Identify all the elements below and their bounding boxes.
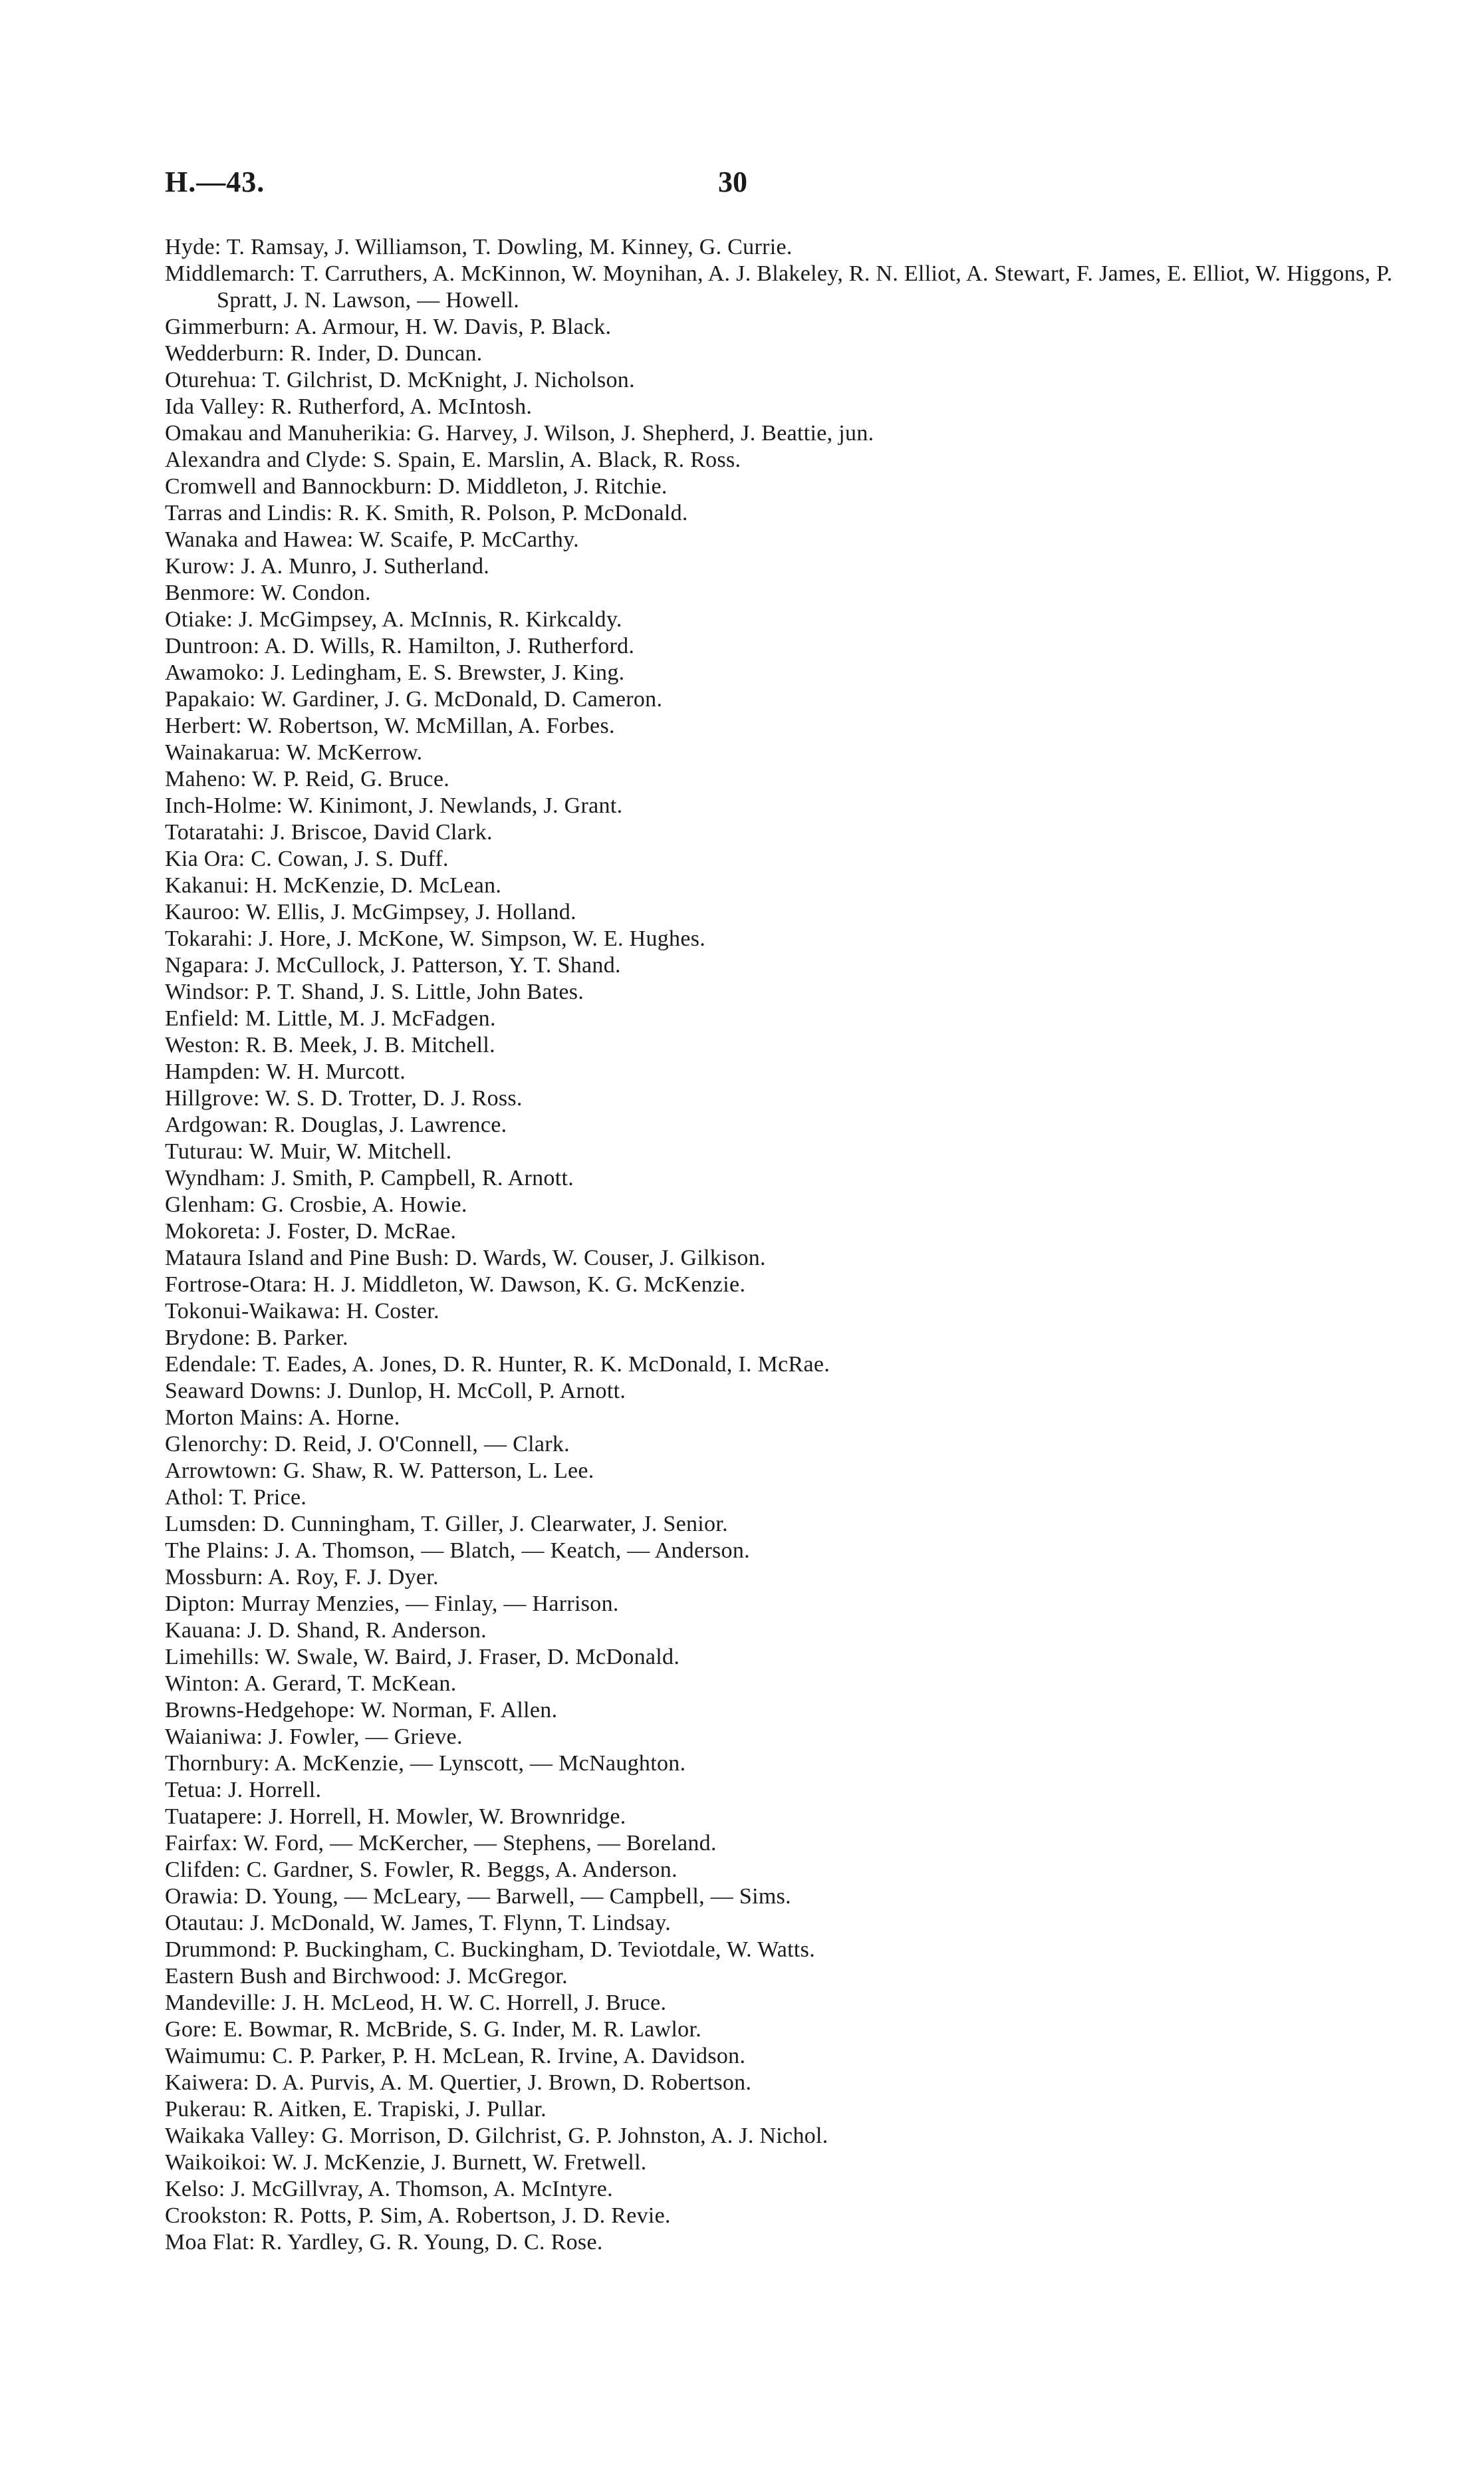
place-name: Moa Flat : xyxy=(165,2230,261,2255)
member-names: W. S. D. Trotter, D. J. Ross. xyxy=(265,1086,523,1111)
member-names: J. Briscoe, David Clark. xyxy=(270,820,493,845)
place-name: Oturehua : xyxy=(165,368,263,392)
member-names: M. Little, M. J. McFadgen. xyxy=(245,1006,496,1031)
place-name: Totaratahi : xyxy=(165,820,271,845)
list-item xyxy=(165,261,1408,314)
list-item xyxy=(165,793,1408,819)
member-names: Murray Menzies, — Finlay, — Harrison. xyxy=(241,1591,619,1616)
place-name: Waianiwa : xyxy=(165,1724,269,1749)
member-names: J. A. Thomson, — Blatch, — Keatch, — Anderson. xyxy=(275,1538,750,1563)
list-item xyxy=(165,1006,1408,1032)
list-item xyxy=(165,1085,1408,1112)
list-item xyxy=(165,1697,1408,1724)
place-name: Ardgowan : xyxy=(165,1113,274,1137)
place-name: Papakaio : xyxy=(165,687,261,712)
list-item xyxy=(165,2096,1408,2123)
place-name: Morton Mains : xyxy=(165,1405,309,1430)
list-item xyxy=(165,979,1408,1006)
list-item xyxy=(165,2203,1408,2229)
list-item xyxy=(165,1059,1408,1085)
list-item xyxy=(165,1750,1408,1777)
place-name: Clifden : xyxy=(165,1858,247,1882)
place-name: Waikaka Valley : xyxy=(165,2124,322,2148)
list-item xyxy=(165,1990,1408,2016)
list-item xyxy=(165,1032,1408,1059)
list-item xyxy=(165,234,1408,261)
list-item xyxy=(165,2016,1408,2043)
list-item xyxy=(165,2070,1408,2096)
place-name: The Plains : xyxy=(165,1538,275,1563)
list-item xyxy=(165,1192,1408,1218)
place-name: Lumsden : xyxy=(165,1512,263,1536)
place-name: Weston : xyxy=(165,1033,245,1057)
list-item xyxy=(165,819,1408,846)
place-name: Tuatapere : xyxy=(165,1804,269,1829)
member-names: H. Coster. xyxy=(346,1299,439,1323)
member-names: A. McKenzie, — Lynscott, — McNaughton. xyxy=(274,1751,686,1776)
place-name: Edendale : xyxy=(165,1352,263,1377)
member-names: W. J. McKenzie, J. Burnett, W. Fretwell. xyxy=(272,2150,647,2175)
place-name: Inch-Holme : xyxy=(165,793,288,818)
member-names: T. Price. xyxy=(229,1485,307,1510)
list-item xyxy=(165,1351,1408,1378)
list-item xyxy=(165,766,1408,793)
place-name: Kakanui : xyxy=(165,873,255,898)
place-name: Herbert : xyxy=(165,714,247,738)
place-name: Otautau : xyxy=(165,1911,250,1935)
place-name: Fairfax : xyxy=(165,1831,243,1856)
place-name: Kelso : xyxy=(165,2177,231,2201)
list-item xyxy=(165,1671,1408,1697)
place-name: Cromwell and Bannockburn : xyxy=(165,474,438,499)
member-names: J. McGregor. xyxy=(446,1964,568,1989)
member-names: J. Horrell, H. Mowler, W. Brownridge. xyxy=(268,1804,626,1829)
member-names: R. Inder, D. Duncan. xyxy=(290,341,483,366)
place-name: Mokoreta : xyxy=(165,1219,267,1244)
list-item xyxy=(165,1272,1408,1298)
member-names: G. Crosbie, A. Howie. xyxy=(261,1192,467,1217)
place-name: Duntroon : xyxy=(165,634,264,658)
place-name: Hyde : xyxy=(165,235,227,259)
member-names: H. J. Middleton, W. Dawson, K. G. McKenzie. xyxy=(312,1272,746,1297)
member-names: W. Scaife, P. McCarthy. xyxy=(358,527,579,552)
member-names: G. Morrison, D. Gilchrist, G. P. Johnston, A. J. Nichol. xyxy=(321,2124,828,2148)
place-name: Kauroo : xyxy=(165,900,246,924)
member-names: W. Ford, — McKercher, — Stephens, — Boreland. xyxy=(243,1831,717,1856)
member-names: J. McCullock, J. Patterson, Y. T. Shand. xyxy=(255,953,621,978)
committee-list xyxy=(165,234,1408,2256)
list-item xyxy=(165,420,1408,447)
list-item xyxy=(165,1139,1408,1165)
list-item xyxy=(165,394,1408,420)
member-names: D. Middleton, J. Ritchie. xyxy=(438,474,668,499)
member-names: T. Ramsay, J. Williamson, T. Dowling, M. Kinney, G. Currie. xyxy=(226,235,793,259)
place-name: Drummond : xyxy=(165,1937,283,1962)
member-names: T. Eades, A. Jones, D. R. Hunter, R. K. McDonald, I. McRae. xyxy=(262,1352,830,1377)
list-item xyxy=(165,740,1408,766)
list-item xyxy=(165,1245,1408,1272)
list-item xyxy=(165,926,1408,952)
member-names: T. Gilchrist, D. McKnight, J. Nicholson. xyxy=(262,368,635,392)
list-item xyxy=(165,1830,1408,1857)
place-name: Kaiwera : xyxy=(165,2070,255,2095)
place-name: Wyndham : xyxy=(165,1166,271,1190)
place-name: Thornbury : xyxy=(165,1751,275,1776)
list-item xyxy=(165,1963,1408,1990)
member-names: A. D. Wills, R. Hamilton, J. Rutherford. xyxy=(264,634,635,658)
list-item xyxy=(165,899,1408,926)
list-item xyxy=(165,1883,1408,1910)
list-item xyxy=(165,1511,1408,1538)
member-names: W. Swale, W. Baird, J. Fraser, D. McDonald. xyxy=(265,1645,680,1669)
list-item xyxy=(165,660,1408,686)
member-names: J. D. Shand, R. Anderson. xyxy=(247,1618,487,1643)
list-item xyxy=(165,1617,1408,1644)
list-item xyxy=(165,580,1408,607)
list-item xyxy=(165,713,1408,740)
place-name: Otiake : xyxy=(165,607,239,632)
member-names: D. Young, — McLeary, — Barwell, — Campbell, — Sims. xyxy=(245,1884,791,1909)
place-name: Middlemarch : xyxy=(165,261,301,286)
list-item xyxy=(165,873,1408,899)
member-names: R. Aitken, E. Trapiski, J. Pullar. xyxy=(253,2097,547,2122)
place-name: Alexandra and Clyde : xyxy=(165,448,373,472)
member-names: G. Harvey, J. Wilson, J. Shepherd, J. Beattie, jun. xyxy=(418,421,874,446)
member-names: D. Wards, W. Couser, J. Gilkison. xyxy=(455,1246,766,1270)
list-item xyxy=(165,1937,1408,1963)
member-names: R. Potts, P. Sim, A. Robertson, J. D. Revie. xyxy=(273,2203,671,2228)
member-names: A. Horne. xyxy=(308,1405,400,1430)
place-name: Eastern Bush and Birchwood : xyxy=(165,1964,447,1989)
member-names: J. Foster, D. McRae. xyxy=(267,1219,457,1244)
place-name: Arrowtown : xyxy=(165,1458,283,1483)
member-names: C. P. Parker, P. H. McLean, R. Irvine, A. Davidson. xyxy=(272,2044,746,2068)
list-item xyxy=(165,1484,1408,1511)
member-names: J. Ledingham, E. S. Brewster, J. King. xyxy=(271,660,625,685)
list-item xyxy=(165,1405,1408,1431)
member-names: R. Yardley, G. R. Young, D. C. Rose. xyxy=(261,2230,603,2255)
place-name: Mossburn : xyxy=(165,1565,268,1589)
place-name: Wainakarua : xyxy=(165,740,286,765)
place-name: Enfield : xyxy=(165,1006,245,1031)
place-name: Glenorchy : xyxy=(165,1432,275,1456)
place-name: Orawia : xyxy=(165,1884,245,1909)
member-names: W. Norman, F. Allen. xyxy=(360,1698,558,1723)
place-name: Crookston : xyxy=(165,2203,273,2228)
place-name: Dipton : xyxy=(165,1591,241,1616)
place-name: Mataura Island and Pine Bush : xyxy=(165,1246,455,1270)
list-item xyxy=(165,1724,1408,1750)
list-item xyxy=(165,607,1408,633)
member-names: W. Muir, W. Mitchell. xyxy=(249,1139,452,1164)
list-item xyxy=(165,1378,1408,1405)
list-item xyxy=(165,1218,1408,1245)
place-name: Browns-Hedgehope : xyxy=(165,1698,361,1723)
list-item xyxy=(165,553,1408,580)
member-names: R. B. Meek, J. B. Mitchell. xyxy=(245,1033,495,1057)
member-names: J. Smith, P. Campbell, R. Arnott. xyxy=(271,1166,574,1190)
place-name: Kia Ora : xyxy=(165,847,251,871)
place-name: Maheno : xyxy=(165,767,252,791)
place-name: Ngapara : xyxy=(165,953,255,978)
list-item xyxy=(165,1431,1408,1458)
list-item xyxy=(165,341,1408,367)
list-item xyxy=(165,1298,1408,1325)
member-names: J. McDonald, W. James, T. Flynn, T. Lindsay. xyxy=(250,1911,672,1935)
member-names: J. Dunlop, H. McColl, P. Arnott. xyxy=(327,1379,626,1403)
list-item xyxy=(165,447,1408,474)
member-names: R. Rutherford, A. McIntosh. xyxy=(271,394,533,419)
member-names: R. Douglas, J. Lawrence. xyxy=(274,1113,507,1137)
place-name: Athol : xyxy=(165,1485,229,1510)
member-names: P. T. Shand, J. S. Little, John Bates. xyxy=(255,980,584,1004)
place-name: Waimumu : xyxy=(165,2044,272,2068)
member-names: C. Gardner, S. Fowler, R. Beggs, A. Anderson. xyxy=(246,1858,678,1882)
place-name: Wedderburn : xyxy=(165,341,291,366)
member-names: J. McGimpsey, A. McInnis, R. Kirkcaldy. xyxy=(238,607,622,632)
member-names: W. McKerrow. xyxy=(286,740,423,765)
page-number: 30 xyxy=(718,166,747,198)
member-names: P. Buckingham, C. Buckingham, D. Teviotdale, W. Watts. xyxy=(283,1937,816,1962)
place-name: Hillgrove : xyxy=(165,1086,265,1111)
place-name: Seaward Downs : xyxy=(165,1379,327,1403)
list-item xyxy=(165,1910,1408,1937)
list-item xyxy=(165,686,1408,713)
list-item xyxy=(165,314,1408,341)
place-name: Kurow : xyxy=(165,554,241,579)
place-name: Fortrose-Otara : xyxy=(165,1272,313,1297)
place-name: Tetua : xyxy=(165,1778,228,1802)
member-names: J. McGillvray, A. Thomson, A. McIntyre. xyxy=(231,2177,613,2201)
member-names: J. A. Munro, J. Sutherland. xyxy=(241,554,490,579)
place-name: Hampden : xyxy=(165,1059,266,1084)
list-item xyxy=(165,2123,1408,2149)
member-names: D. Cunningham, T. Giller, J. Clearwater, J. Senior. xyxy=(263,1512,728,1536)
member-names: W. H. Murcott. xyxy=(266,1059,406,1084)
place-name: Awamoko : xyxy=(165,660,271,685)
place-name: Benmore : xyxy=(165,581,261,605)
list-item xyxy=(165,2043,1408,2070)
place-name: Mandeville : xyxy=(165,1991,282,2015)
list-item xyxy=(165,474,1408,500)
member-names: J. H. McLeod, H. W. C. Horrell, J. Bruce. xyxy=(282,1991,667,2015)
list-item xyxy=(165,1325,1408,1351)
member-names: J. Horrell. xyxy=(228,1778,322,1802)
place-name: Tuturau : xyxy=(165,1139,249,1164)
list-item xyxy=(165,527,1408,553)
page-reference: H.—43. xyxy=(165,166,265,198)
member-names: G. Shaw, R. W. Patterson, L. Lee. xyxy=(283,1458,594,1483)
list-item xyxy=(165,1564,1408,1591)
place-name: Glenham : xyxy=(165,1192,261,1217)
list-item xyxy=(165,367,1408,394)
member-names: A. Armour, H. W. Davis, P. Black. xyxy=(295,315,612,339)
place-name: Omakau and Manuherikia : xyxy=(165,421,418,446)
place-name: Brydone : xyxy=(165,1325,257,1350)
list-item xyxy=(165,1112,1408,1139)
list-item xyxy=(165,2176,1408,2203)
list-item xyxy=(165,1804,1408,1830)
list-item xyxy=(165,1777,1408,1804)
place-name: Waikoikoi : xyxy=(165,2150,272,2175)
member-names: E. Bowmar, R. McBride, S. G. Inder, M. R. Lawlor. xyxy=(223,2017,702,2042)
place-name: Limehills : xyxy=(165,1645,265,1669)
list-item xyxy=(165,1857,1408,1883)
member-names: W. Condon. xyxy=(261,581,371,605)
list-item xyxy=(165,500,1408,527)
member-names: D. A. Purvis, A. M. Quertier, J. Brown, D. Robertson. xyxy=(255,2070,752,2095)
list-item xyxy=(165,2149,1408,2176)
place-name: Tarras and Lindis : xyxy=(165,501,338,525)
list-item xyxy=(165,846,1408,873)
place-name: Tokonui-Waikawa : xyxy=(165,1299,346,1323)
place-name: Tokarahi : xyxy=(165,926,259,951)
list-item xyxy=(165,1644,1408,1671)
member-names: D. Reid, J. O'Connell, — Clark. xyxy=(274,1432,570,1456)
member-names: W. P. Reid, G. Bruce. xyxy=(252,767,450,791)
place-name: Ida Valley : xyxy=(165,394,271,419)
member-names: J. Hore, J. McKone, W. Simpson, W. E. Hughes. xyxy=(259,926,706,951)
member-names: J. Fowler, — Grieve. xyxy=(269,1724,463,1749)
place-name: Winton : xyxy=(165,1671,244,1696)
list-item xyxy=(165,1538,1408,1564)
member-names: B. Parker. xyxy=(256,1325,348,1350)
list-item xyxy=(165,1458,1408,1484)
member-names: W. Ellis, J. McGimpsey, J. Holland. xyxy=(245,900,576,924)
member-names: H. McKenzie, D. McLean. xyxy=(255,873,502,898)
list-item xyxy=(165,2229,1408,2256)
list-item xyxy=(165,1165,1408,1192)
member-names: W. Kinimont, J. Newlands, J. Grant. xyxy=(288,793,623,818)
place-name: Pukerau : xyxy=(165,2097,253,2122)
list-item xyxy=(165,952,1408,979)
member-names: R. K. Smith, R. Polson, P. McDonald. xyxy=(338,501,688,525)
list-item xyxy=(165,1591,1408,1617)
member-names: W. Robertson, W. McMillan, A. Forbes. xyxy=(247,714,615,738)
member-names: W. Gardiner, J. G. McDonald, D. Cameron. xyxy=(261,687,663,712)
member-names: S. Spain, E. Marslin, A. Black, R. Ross. xyxy=(373,448,741,472)
place-name: Gimmerburn : xyxy=(165,315,295,339)
member-names: A. Roy, F. J. Dyer. xyxy=(268,1565,439,1589)
member-names: A. Gerard, T. McKean. xyxy=(244,1671,457,1696)
member-names: C. Cowan, J. S. Duff. xyxy=(251,847,449,871)
place-name: Kauana : xyxy=(165,1618,247,1643)
place-name: Gore : xyxy=(165,2017,223,2042)
member-names: T. Carruthers, A. McKinnon, W. Moynihan, A. J. Blakeley, R. N. Elliot, A. Stewart, F. James, E. Elliot, W. Higgons, P. Spratt, J. N. Lawson, — Howell. xyxy=(217,261,1393,313)
place-name: Wanaka and Hawea : xyxy=(165,527,359,552)
list-item xyxy=(165,633,1408,660)
place-name: Windsor : xyxy=(165,980,255,1004)
